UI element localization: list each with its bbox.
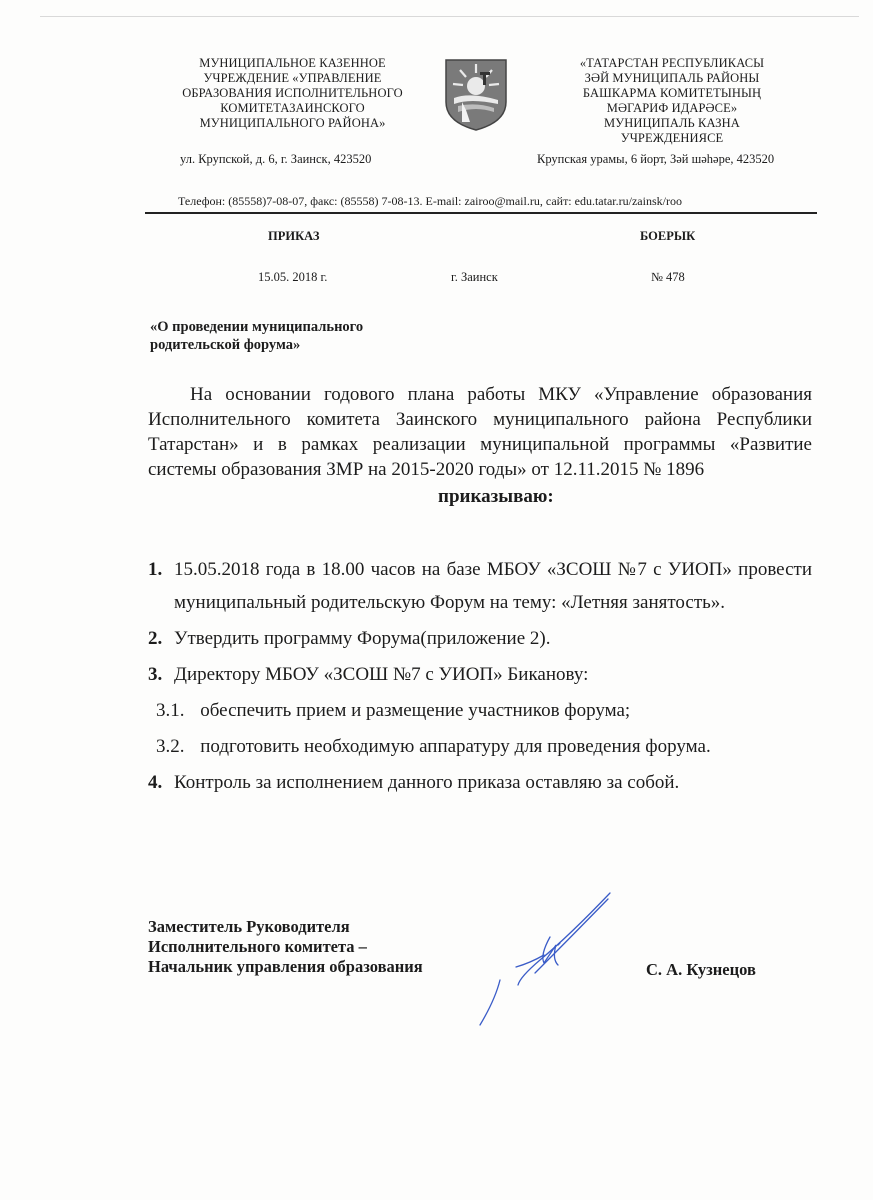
doc-subject (150, 318, 450, 354)
header-right-line: «ТАТАРСТАН РЕСПУБЛИКАСЫ (579, 56, 765, 70)
order-items (148, 553, 812, 802)
item-text: Директору МБОУ «ЗСОШ №7 с УИОП» Биканову: (174, 664, 589, 685)
sub-item-text: подготовить необходимую аппаратуру для проведения форума. (200, 736, 711, 757)
item-number: 2. (148, 628, 163, 649)
sub-item-number: 3.1. (156, 700, 185, 721)
header-divider (145, 212, 817, 214)
sub-item (148, 694, 812, 727)
intro-text: На основании годового плана работы МКУ «Управление образования Исполнительного комитета Заинского муниципального района Республики Татарстан» и в рамках реализации муниципальной программы «Развитие системы образования ЗМР на 2015-2020 годы» от 12.11.2015 № 1896 (148, 384, 812, 480)
sub-item (148, 730, 812, 763)
subject-line: «О проведении муниципального (150, 319, 364, 335)
intro-paragraph (148, 382, 812, 482)
signatory-name: С. А. Кузнецов (646, 960, 756, 979)
doc-number: № 478 (651, 270, 685, 284)
item-text: Утвердить программу Форума(приложение 2). (174, 628, 551, 649)
header-left-line: МУНИЦИПАЛЬНОЕ КАЗЕННОЕ (199, 56, 386, 70)
header-left-line: УЧРЕЖДЕНИЕ «УПРАВЛЕНИЕ (203, 71, 382, 85)
item-number: 1. (148, 559, 163, 580)
list-item (148, 622, 812, 655)
sub-item-number: 3.2. (156, 736, 185, 757)
header-left-line: КОМИТЕТАЗАИНСКОГО (220, 101, 365, 115)
list-item (148, 553, 812, 619)
header-right-org (522, 56, 822, 146)
coat-of-arms-emblem (440, 56, 512, 132)
header-right-line: УЧРЕЖДЕНИЯСЕ (620, 131, 724, 145)
subject-line: родительской форума» (150, 337, 301, 353)
header-right-line: МӘГАРИФ ИДАРӘСЕ» (606, 101, 738, 115)
doc-date: 15.05. 2018 г. (258, 270, 328, 284)
header-left-line: ОБРАЗОВАНИЯ ИСПОЛНИТЕЛЬНОГО (182, 86, 403, 100)
item-text: 15.05.2018 года в 18.00 часов на базе МБОУ «ЗСОШ №7 с УИОП» провести муниципальный родительскую Форум на тему: «Летняя занятость». (174, 559, 812, 613)
order-word: приказываю: (438, 486, 554, 507)
header-right-line: МУНИЦИПАЛЬ КАЗНА (604, 116, 740, 130)
list-item (148, 658, 812, 691)
doc-title-tt: БОЕРЫК (640, 229, 696, 243)
list-item (148, 766, 812, 799)
header-right-line: БАШКАРМА КОМИТЕТЫНЫҢ (582, 86, 762, 100)
sub-item-text: обеспечить прием и размещение участников форума; (200, 700, 631, 721)
doc-title-ru: ПРИКАЗ (268, 229, 320, 243)
scan-edge (40, 16, 859, 17)
header-right-address: Крупская урамы, 6 йорт, Зәй шәһәре, 423520 (537, 152, 775, 166)
signatory-line: Исполнительного комитета – (148, 937, 367, 956)
doc-city: г. Заинск (451, 270, 498, 284)
signatory-line: Заместитель Руководителя (148, 917, 350, 936)
header-right-line: ЗӘЙ МУНИЦИПАЛЬ РАЙОНЫ (584, 71, 760, 85)
item-number: 3. (148, 664, 163, 685)
signatory-line: Начальник управления образования (148, 957, 423, 976)
signatory-position (148, 917, 423, 977)
handwritten-signature (460, 885, 640, 1030)
contacts-line: Телефон: (85558)7-08-07, факс: (85558) 7-08-13. E-mail: zairoo@mail.ru, сайт: edu.tatar.ru/zainsk/roo (178, 194, 682, 208)
header-left-org (160, 56, 425, 131)
item-number: 4. (148, 772, 163, 793)
header-left-line: МУНИЦИПАЛЬНОГО РАЙОНА» (199, 116, 386, 130)
item-text: Контроль за исполнением данного приказа оставляю за собой. (174, 772, 680, 793)
header-left-address: ул. Крупской, д. 6, г. Заинск, 423520 (180, 152, 372, 166)
